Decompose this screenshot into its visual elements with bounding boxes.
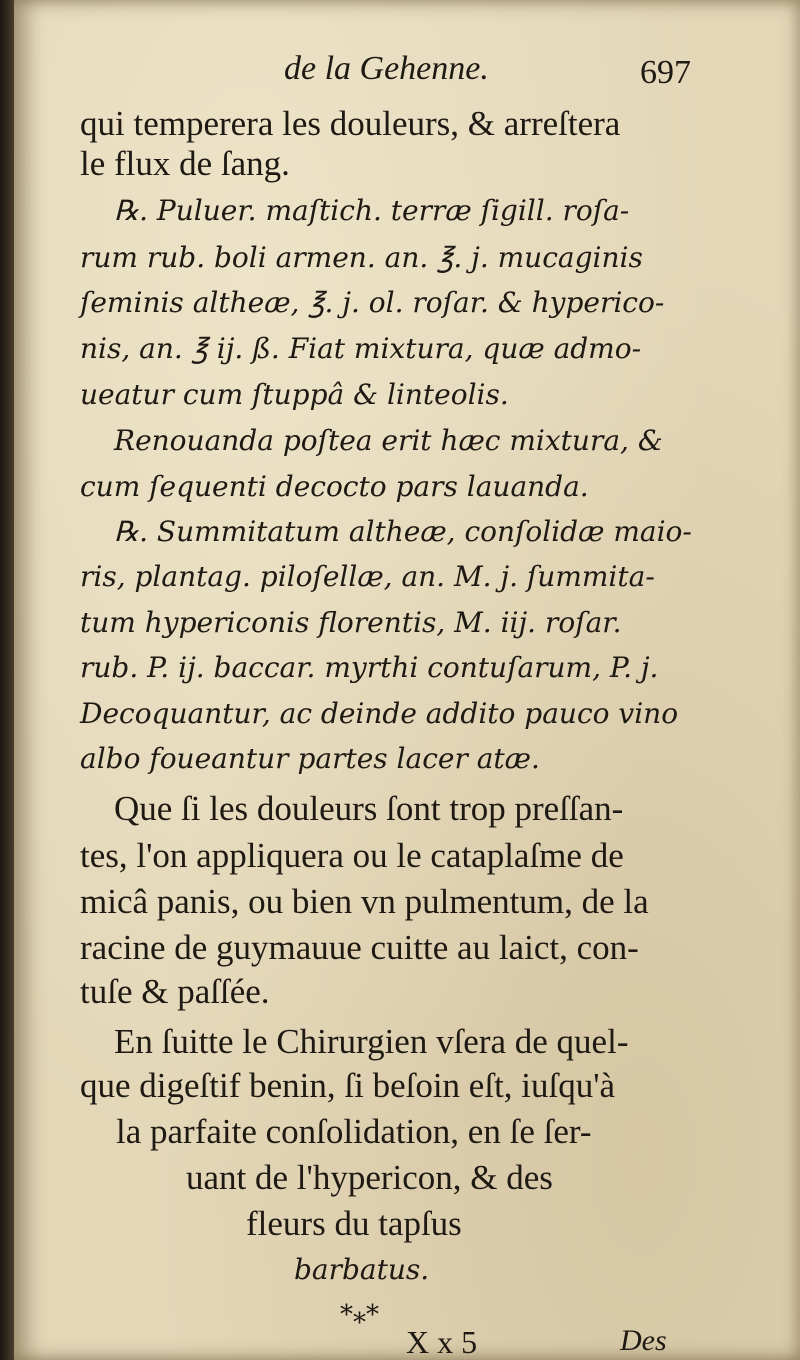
text-line: ℞. Summitatum altheæ, conſolidæ maio- [114,515,692,548]
text-line: rub. P. ij. baccar. myrthi contuſarum, P. j. [80,651,659,684]
text-line: Renouanda poſtea erit hæc mixtura, & [114,424,663,457]
text-line: qui temperera les douleurs, & arreſtera [80,104,621,143]
signature-mark: X x 5 [406,1324,478,1360]
text-line: ueatur cum ſtuppâ & linteolis. [80,378,509,411]
text-line: Que ſi les douleurs ſont trop preſſan- [114,789,624,828]
text-line: En ſuitte le Chirurgien vſera de quel- [114,1022,629,1061]
text-line: fleurs du tapſus [246,1204,462,1243]
text-line: que digeſtif benin, ſi beſoin eſt, iuſqu'à [80,1066,616,1105]
text-line: rum rub. boli armen. an. ℥. j. mucaginis [80,241,643,274]
text-line: la parfaite conſolidation, en ſe ſer- [116,1112,592,1151]
text-line: uant de l'hypericon, & des [186,1158,553,1197]
catchword: Des [620,1324,667,1357]
text-line: tes, l'on appliquera ou le cataplaſme de [80,836,624,875]
text-line: cum ſequenti decocto pars lauanda. [80,470,589,503]
text-line: tuſe & paſſée. [80,972,270,1011]
text-line: ſeminis altheæ, ℥. j. ol. roſar. & hyperico- [80,286,665,319]
text-line: micâ panis, ou bien vn pulmentum, de la [80,882,649,921]
text-line: le flux de ſang. [80,144,290,183]
text-line: ℞. Puluer. maſtich. terræ ſigill. roſa- [114,194,630,227]
ornament: *⁎* [340,1300,379,1330]
book-page [14,0,800,1360]
text-line: Decoquantur, ac deinde addito pauco vino [80,697,679,730]
text-line: ris, plantag. piloſellæ, an. M. j. ſummita- [80,560,655,593]
running-title: de la Gehenne. [284,50,489,87]
text-line: tum hypericonis florentis, M. iij. roſar. [80,606,622,639]
text-line: barbatus. [294,1253,430,1286]
text-line: albo foueantur partes lacer atæ. [80,742,540,775]
page-number: 697 [640,54,691,91]
text-line: racine de guymauue cuitte au laict, con- [80,928,639,967]
book-gutter [0,0,14,1360]
text-line: nis, an. ℥ ij. ß. Fiat mixtura, quæ admo- [80,332,642,365]
